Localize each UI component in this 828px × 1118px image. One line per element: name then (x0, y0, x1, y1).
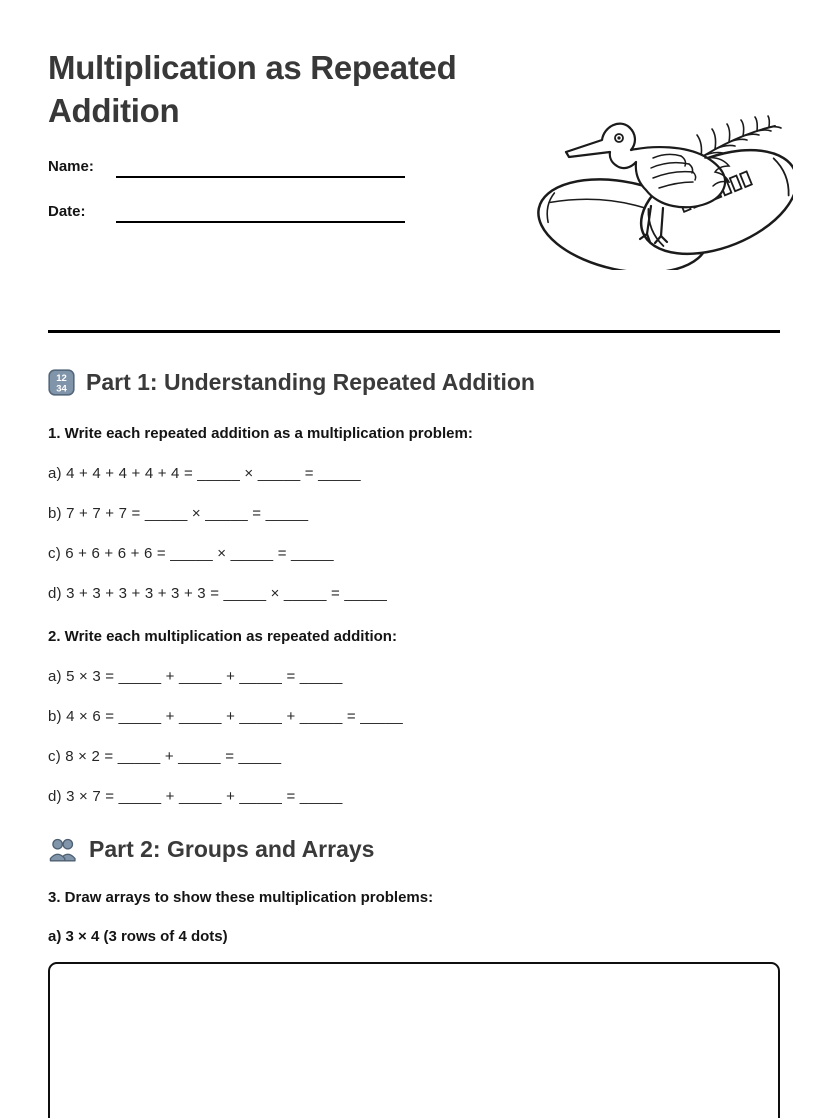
question-2-item-d: d) 3 × 7 = _____ + _____ + _____ = _____ (48, 788, 343, 805)
question-3-prompt: 3. Draw arrays to show these multiplication problems: (48, 889, 434, 906)
question-1-item-a: a) 4 + 4 + 4 + 4 + 4 = _____ × _____ = _____ (48, 465, 361, 482)
question-1-prompt: 1. Write each repeated addition as a multiplication problem: (48, 425, 473, 442)
section-divider (48, 330, 780, 333)
question-1-item-c: c) 6 + 6 + 6 + 6 = _____ × _____ = _____ (48, 545, 334, 562)
date-input-line[interactable] (116, 201, 405, 223)
question-1-item-d: d) 3 + 3 + 3 + 3 + 3 + 3 = _____ × _____ = _____ (48, 585, 388, 602)
keypad-digits-bottom: 34 (56, 383, 67, 395)
date-label: Date: (48, 203, 86, 220)
part2-heading-text: Part 2: Groups and Arrays (89, 836, 375, 862)
people-icon (48, 837, 78, 862)
question-1-item-b: b) 7 + 7 + 7 = _____ × _____ = _____ (48, 505, 309, 522)
question-3-item-a: a) 3 × 4 (3 rows of 4 dots) (48, 928, 228, 945)
part2-heading (48, 834, 780, 864)
array-drawing-box[interactable] (48, 962, 780, 1118)
question-2-item-b: b) 4 × 6 = _____ + _____ + _____ + _____ = _____ (48, 708, 403, 725)
part1-heading-text: Part 1: Understanding Repeated Addition (86, 369, 535, 395)
question-2-prompt: 2. Write each multiplication as repeated addition: (48, 628, 397, 645)
name-input-line[interactable] (116, 156, 405, 178)
name-label: Name: (48, 158, 94, 175)
question-2-item-a: a) 5 × 3 = _____ + _____ + _____ = _____ (48, 668, 343, 685)
numbers-keypad-icon (48, 369, 75, 396)
question-2-item-c: c) 8 × 2 = _____ + _____ = _____ (48, 748, 282, 765)
part1-heading (48, 367, 780, 397)
keypad-digits-top: 12 (56, 372, 67, 384)
kiwi-rugby-illustration (535, 106, 793, 270)
page-title: Multiplication as Repeated Addition (48, 49, 457, 129)
